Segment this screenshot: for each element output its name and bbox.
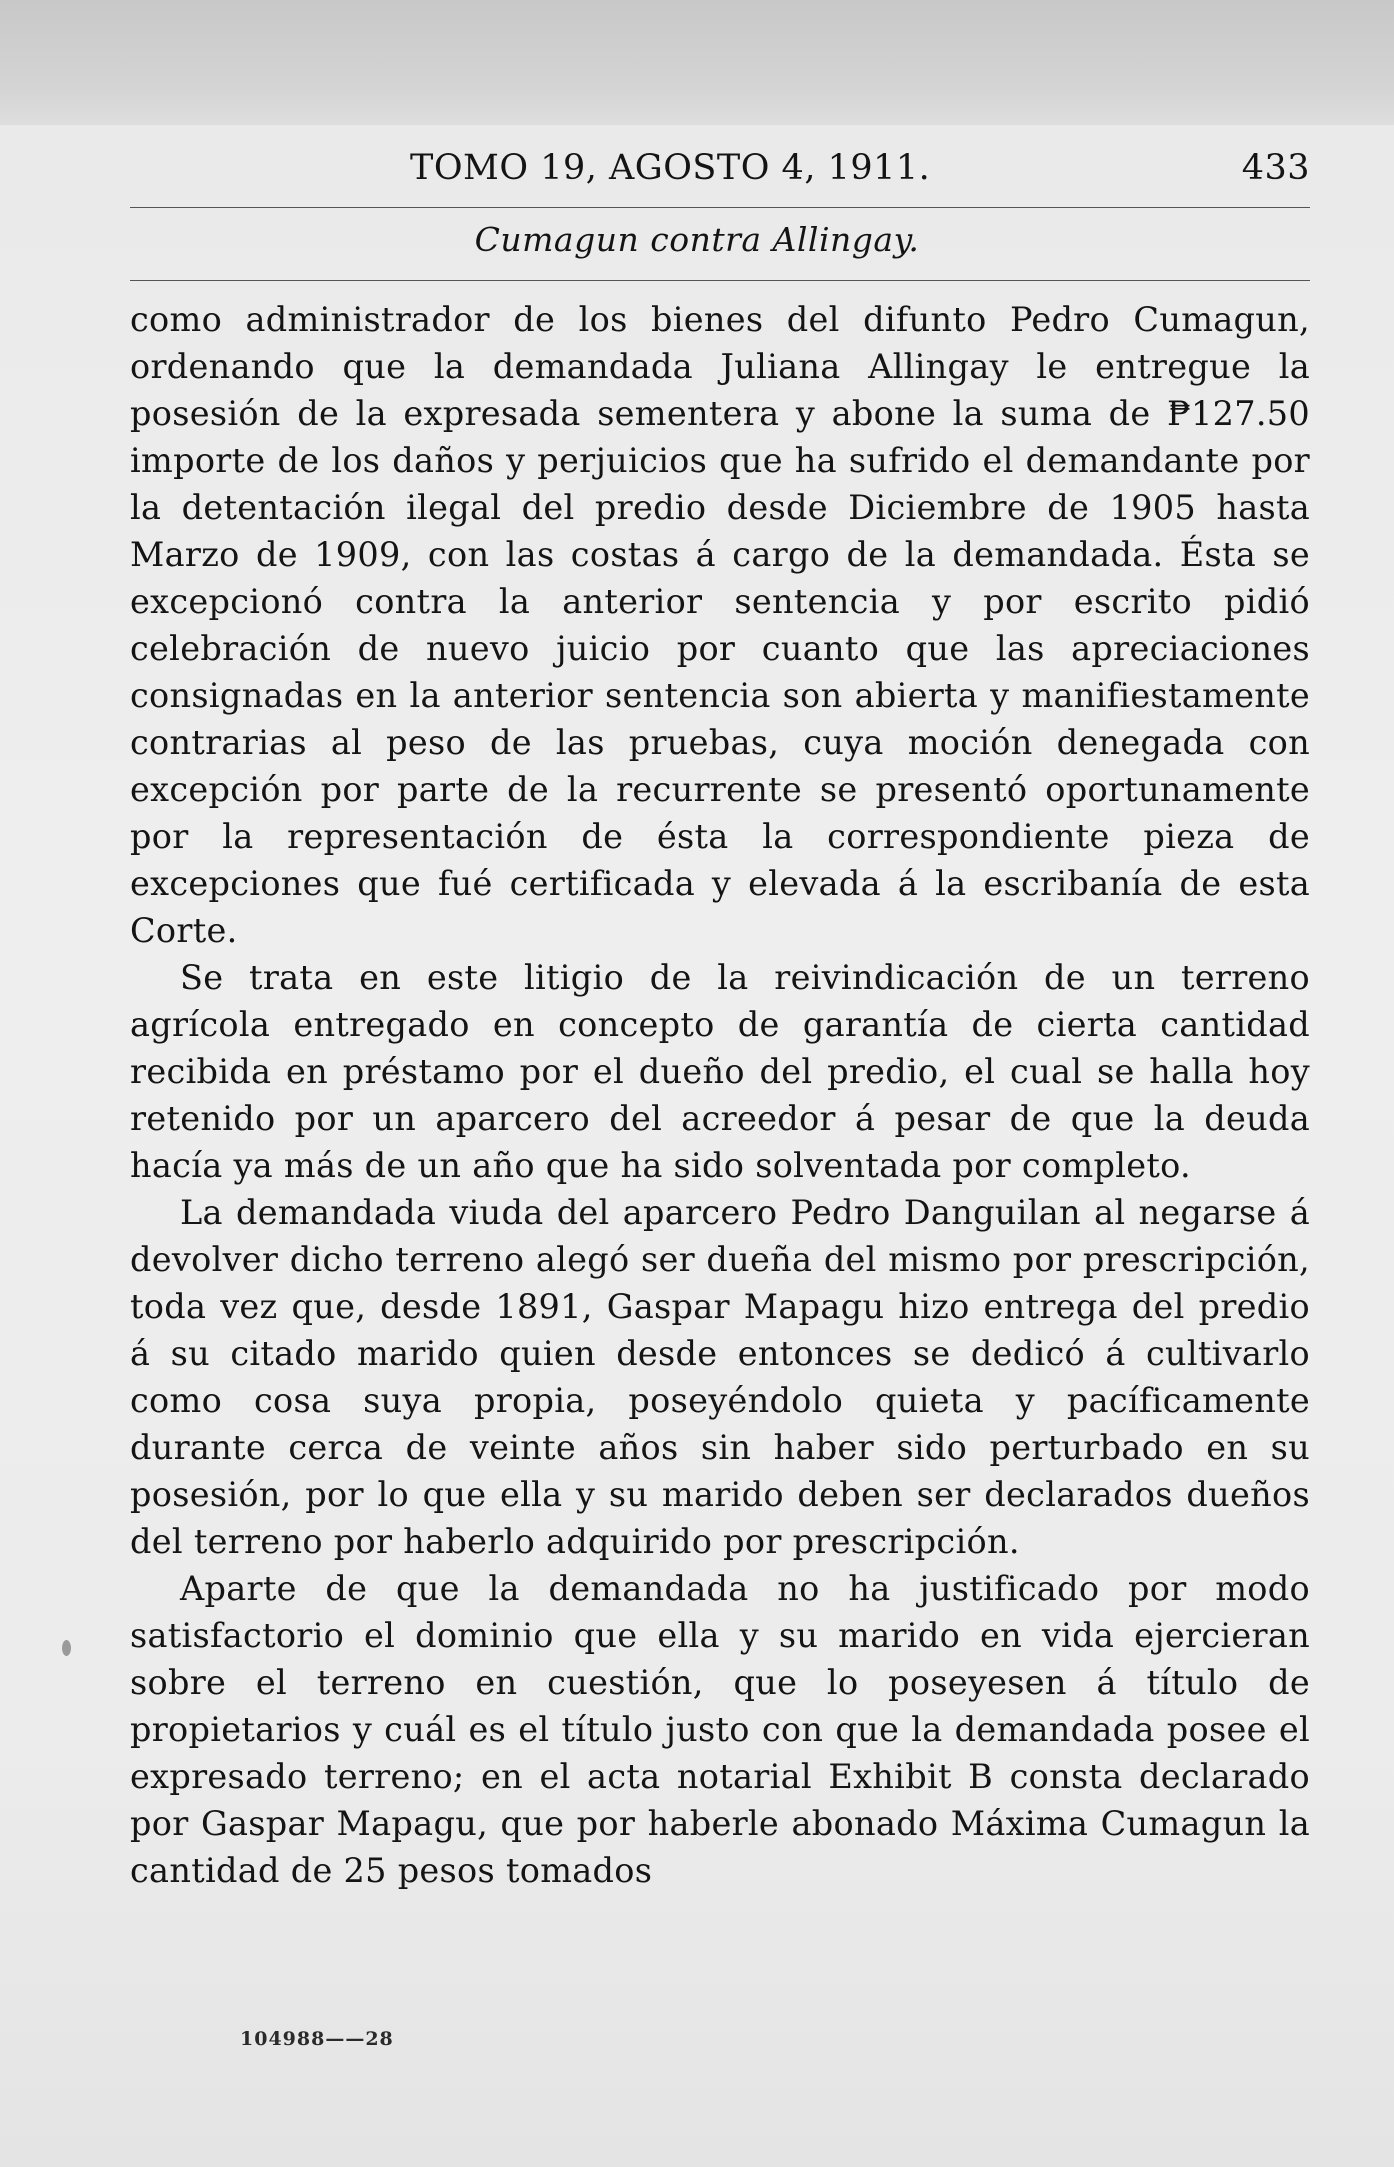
case-title: Cumagun contra Allingay. <box>474 220 920 259</box>
printer-signature: 104988——28 <box>240 2028 394 2050</box>
running-header <box>410 148 1310 198</box>
scan-speck <box>62 1640 71 1656</box>
paragraph-3: La demandada viuda del aparcero Pedro Danguilan al negarse á devolver dicho terreno alegó ser dueña del mismo por prescripción, toda vez que, desde 1891, Gaspar Mapagu hizo entrega del predio á su citado marido quien desde entonces se dedicó á cultivarlo como cosa suya propia, poseyéndolo quieta y pacíficamente durante cerca de veinte años sin haber sido perturbado en su posesión, por lo que ella y su marido deben ser declarados dueños del terreno por haberlo adquirido por prescripción. <box>130 1193 1310 1561</box>
paragraph-2: Se trata en este litigio de la reivindicación de un terreno agrícola entregado en concepto de garantía de cierta cantidad recibida en préstamo por el dueño del predio, el cual se halla hoy retenido por un aparcero del acreedor á pesar de que la deuda hacía ya más de un año que ha sido solventada por completo. <box>130 958 1310 1185</box>
paragraph-1: como administrador de los bienes del difunto Pedro Cumagun, ordenando que la demandada Juliana Allingay le entregue la posesión de la expresada sementera y abone la suma de ₱127.50 importe de los daños y perjuicios que ha sufrido el demandante por la detentación ilegal del predio desde Diciembre de 1905 hasta Marzo de 1909, con las costas á cargo de la demandada. Ésta se excepcionó contra la anterior sentencia y por escrito pidió celebración de nuevo juicio por cuanto que las apreciaciones consignadas en la anterior sentencia son abierta y manifiestamente contrarias al peso de las pruebas, cuya moción denegada con excepción por parte de la recurrente se presentó oportunamente por la representación de ésta la correspondiente pieza de excepciones que fué certificada y elevada á la escribanía de esta Corte. <box>130 300 1310 950</box>
header-rule <box>130 207 1310 208</box>
header-title: TOMO 19, AGOSTO 4, 1911. <box>410 148 931 188</box>
page-number: 433 <box>1241 148 1310 188</box>
body-text <box>130 296 1310 1894</box>
scan-top-margin <box>0 0 1394 125</box>
paragraph-4: Aparte de que la demandada no ha justificado por modo satisfactorio el dominio que ella y su marido en vida ejercieran sobre el terreno en cuestión, que lo poseyesen á título de propietarios y cuál es el título justo con que la demandada posee el expresado terreno; en el acta notarial Exhibit B consta declarado por Gaspar Mapagu, que por haberle abonado Máxima Cumagun la cantidad de 25 pesos tomados <box>130 1569 1310 1890</box>
subtitle-rule <box>130 280 1310 281</box>
